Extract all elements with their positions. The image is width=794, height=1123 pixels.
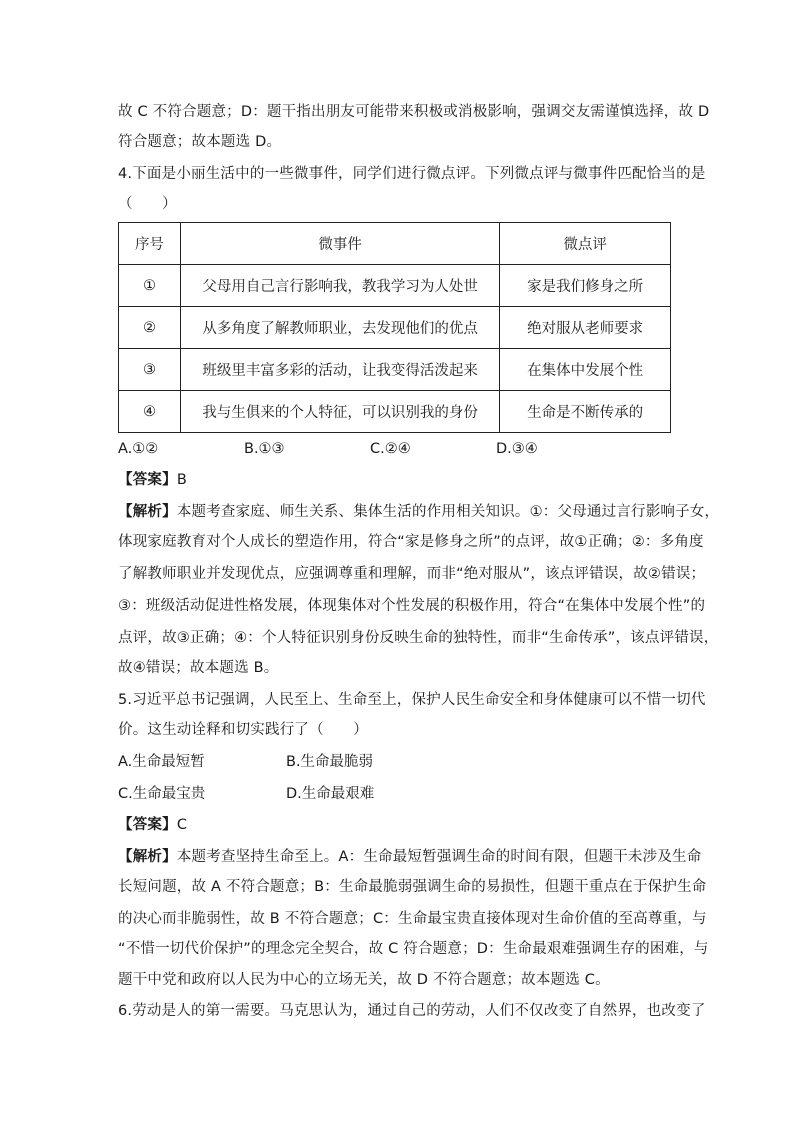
analysis-line: ③：班级活动促进性格发展，体现集体对个性发展的积极作用，符合“在集体中发展个性”的 [118, 598, 706, 614]
option-b: B.①③ [244, 441, 285, 457]
option-c: C.生命最宝贵 [118, 786, 206, 802]
table-cell: 家是我们修身之所 [500, 265, 671, 307]
table-cell: 我与生俱来的个人特征，可以识别我的身份 [180, 391, 499, 433]
analysis-line: 的决心而非脆弱性，故 B 不符合题意；C：生命最宝贵直接体现对生命价值的至高尊重，与 [118, 911, 707, 927]
answer-value: B [176, 472, 187, 488]
table-row [119, 391, 671, 433]
option-c: C.②④ [370, 441, 411, 457]
table-header-cell: 序号 [119, 223, 181, 265]
analysis-line: 了解教师职业并发现优点，应强调尊重和理解，而非“绝对服从”，该点评错误，故②错误； [118, 566, 706, 582]
analysis-line: “不惜一切代价保护”的理念完全契合，故 C 符合题意；D：生命最艰难强调生存的困难，与 [118, 941, 709, 957]
option-a: A.①② [118, 441, 159, 457]
question-5-stem: 5.习近平总书记强调，人民至上、生命至上，保护人民生命安全和身体健康可以不惜一切代 [118, 692, 706, 708]
question-6-stem: 6.劳动是人的第一需要。马克思认为，通过自己的劳动，人们不仅改变了自然界，也改变了 [118, 1003, 706, 1019]
analysis-line: 题干中党和政府以人民为中心的立场无关，故 D 不符合题意；故本题选 C。 [118, 972, 610, 988]
question-4-bracket: （ ） [118, 196, 177, 212]
text-line: 故 C 不符合题意；D：题干指出朋友可能带来积极或消极影响，强调交友需谨慎选择，故 D [118, 104, 710, 120]
table-cell: 父母用自己言行影响我，教我学习为人处世 [180, 265, 499, 307]
table-cell: ② [119, 307, 181, 349]
analysis-label: 【解析】 [118, 504, 177, 520]
option-b: B.生命最脆弱 [286, 754, 374, 770]
question-4-stem: 4.下面是小丽生活中的一些微事件，同学们进行微点评。下列微点评与微事件匹配恰当的是 [118, 166, 706, 182]
option-d: D.生命最艰难 [286, 786, 375, 802]
analysis-line: 点评，故③正确；④：个人特征识别身份反映生命的独特性，而非“生命传承”，该点评错误， [118, 630, 719, 646]
table-cell: 生命是不断传承的 [500, 391, 671, 433]
table-header-cell: 微点评 [500, 223, 671, 265]
analysis-line [118, 847, 701, 867]
table-row [119, 265, 671, 307]
event-comment-table [118, 222, 671, 433]
table-cell: ① [119, 265, 181, 307]
answer-label: 【答案】 [118, 817, 177, 833]
option-d: D.③④ [496, 441, 538, 457]
table-cell: 班级里丰富多彩的活动，让我变得活泼起来 [180, 349, 499, 391]
analysis-line [118, 502, 719, 522]
analysis-text: 本题考查家庭、师生关系、集体生活的作用相关知识。①：父母通过言行影响子女， [176, 504, 720, 520]
answer-value: C [176, 817, 188, 833]
analysis-text: 本题考查坚持生命至上。A：生命最短暂强调生命的时间有限，但题干未涉及生命 [176, 849, 702, 865]
answer-label: 【答案】 [118, 472, 177, 488]
table-row [119, 349, 671, 391]
option-a: A.生命最短暂 [118, 754, 205, 770]
answer-line [118, 815, 187, 835]
table-cell: ④ [119, 391, 181, 433]
table-cell: 在集体中发展个性 [500, 349, 671, 391]
analysis-line: 故④错误；故本题选 B。 [118, 660, 279, 676]
table-header-row [119, 223, 671, 265]
table-row [119, 307, 671, 349]
question-5-stem: 价。这生动诠释和切实践行了（ ） [118, 722, 368, 738]
analysis-line: 长短问题，故 A 不符合题意；B：生命最脆弱强调生命的易损性，但题干重点在于保护生命 [118, 879, 707, 895]
table-cell: ③ [119, 349, 181, 391]
analysis-label: 【解析】 [118, 849, 177, 865]
answer-line [118, 470, 187, 490]
text-line: 符合题意；故本题选 D。 [118, 134, 282, 150]
table-header-cell: 微事件 [180, 223, 499, 265]
analysis-line: 体现家庭教育对个人成长的塑造作用，符合“家是修身之所”的点评，故①正确；②：多角度 [118, 534, 704, 550]
table-cell: 绝对服从老师要求 [500, 307, 671, 349]
table-cell: 从多角度了解教师职业，去发现他们的优点 [180, 307, 499, 349]
